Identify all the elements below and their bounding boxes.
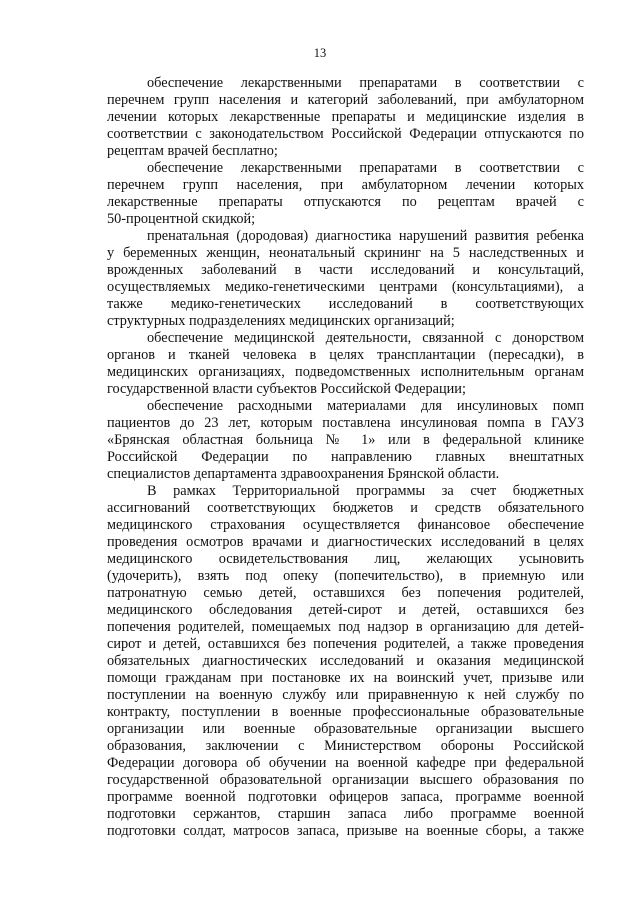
- text-line: рецептам врачей бесплатно;: [107, 143, 278, 159]
- text-line: обеспечение лекарственными препаратами в соответствии с: [147, 160, 584, 176]
- text-line: у беременных женщин, неонатальный скрининг на 5 наследственных и: [107, 245, 584, 261]
- text-line: проведения осмотров врачами и диагностических исследований в целях: [107, 534, 584, 550]
- text-line: медицинских организациях, подведомственных исполнительным органам: [107, 364, 584, 380]
- text-line: 50-процентной скидкой;: [107, 211, 256, 227]
- text-line: перечнем групп населения и категорий заболеваний, при амбулаторном: [107, 92, 584, 108]
- text-line: подготовки солдат, матросов запаса, призыве на военные сборы, а также: [107, 823, 584, 839]
- paragraph: [107, 398, 584, 483]
- text-line: образования, заключении с Министерством обороны Российской: [107, 738, 584, 754]
- text-line: осуществляемых медико-генетическими центрами (консультациями), а: [107, 279, 584, 295]
- text-line: лечении которых лекарственные препараты и медицинские изделия в: [107, 109, 584, 125]
- text-line: органов и тканей человека в целях трансплантации (пересадки), в: [107, 347, 584, 363]
- text-line: обеспечение медицинской деятельности, связанной с донорством: [147, 330, 584, 346]
- text-line: программе военной подготовки офицеров запаса, программе военной: [107, 789, 584, 805]
- paragraph: [107, 75, 584, 160]
- text-line: пациентов до 23 лет, которым поставлена инсулиновая помпа в ГАУЗ: [107, 415, 584, 431]
- text-line: соответствии с законодательством Российской Федерации отпускаются по: [107, 126, 584, 142]
- text-line: Федерации договора об обучении на военной кафедре при федеральной: [107, 755, 584, 771]
- text-line: поступлении на военную службу или приравненную к ней службу по: [107, 687, 584, 703]
- text-line: обеспечение расходными материалами для инсулиновых помп: [147, 398, 584, 414]
- text-line: Российской Федерации по направлению главных внештатных: [107, 449, 584, 465]
- text-line: государственной власти субъектов Российской Федерации;: [107, 381, 466, 397]
- text-line: подготовки сержантов, старшин запаса либо программе военной: [107, 806, 584, 822]
- text-line: пренатальная (дородовая) диагностика нарушений развития ребенка: [147, 228, 584, 244]
- text-line: попечения родителей, помещаемых под надзор в организацию для детей-: [107, 619, 584, 635]
- text-line: контракту, поступлении в военные профессиональные образовательные: [107, 704, 584, 720]
- text-line: патронатную семью детей, оставшихся без попечения родителей,: [107, 585, 584, 601]
- text-line: В рамках Территориальной программы за счет бюджетных: [147, 483, 584, 499]
- paragraph: [107, 228, 584, 330]
- text-line: государственной образовательной организации высшего образования по: [107, 772, 584, 788]
- text-line: специалистов департамента здравоохранения Брянской области.: [107, 466, 500, 482]
- paragraph: [107, 160, 584, 228]
- text-line: «Брянская областная больница № 1» или в федеральной клинике: [107, 432, 584, 448]
- text-line: перечнем групп населения, при амбулаторном лечении которых: [107, 177, 584, 193]
- text-line: сирот и детей, оставшихся без попечения родителей, а также проведения: [107, 636, 584, 652]
- text-line: структурных подразделениях медицинских организаций;: [107, 313, 455, 329]
- text-line: лекарственные препараты отпускаются по рецептам врачей с: [107, 194, 584, 210]
- text-line: ассигнований соответствующих бюджетов и средств обязательного: [107, 500, 584, 516]
- paragraph: [107, 483, 584, 840]
- text-line: также медико-генетических исследований в соответствующих: [107, 296, 584, 312]
- document-body: [107, 75, 584, 840]
- page-number: 13: [313, 46, 327, 60]
- text-line: (удочерить), взять под опеку (попечительство), в приемную или: [107, 568, 584, 584]
- text-line: обязательных диагностических исследований и оказания медицинской: [107, 653, 584, 669]
- text-line: организации или военные образовательные организации высшего: [107, 721, 584, 737]
- text-line: обеспечение лекарственными препаратами в соответствии с: [147, 75, 584, 91]
- text-line: медицинского страхования осуществляется финансовое обеспечение: [107, 517, 584, 533]
- paragraph: [107, 330, 584, 398]
- text-line: врожденных заболеваний в части исследований и консультаций,: [107, 262, 584, 278]
- text-line: медицинского обследования детей-сирот и детей, оставшихся без: [107, 602, 584, 618]
- text-line: помощи гражданам при постановке их на воинский учет, призыве или: [107, 670, 584, 686]
- text-line: медицинского освидетельствования лиц, желающих усыновить: [107, 551, 584, 567]
